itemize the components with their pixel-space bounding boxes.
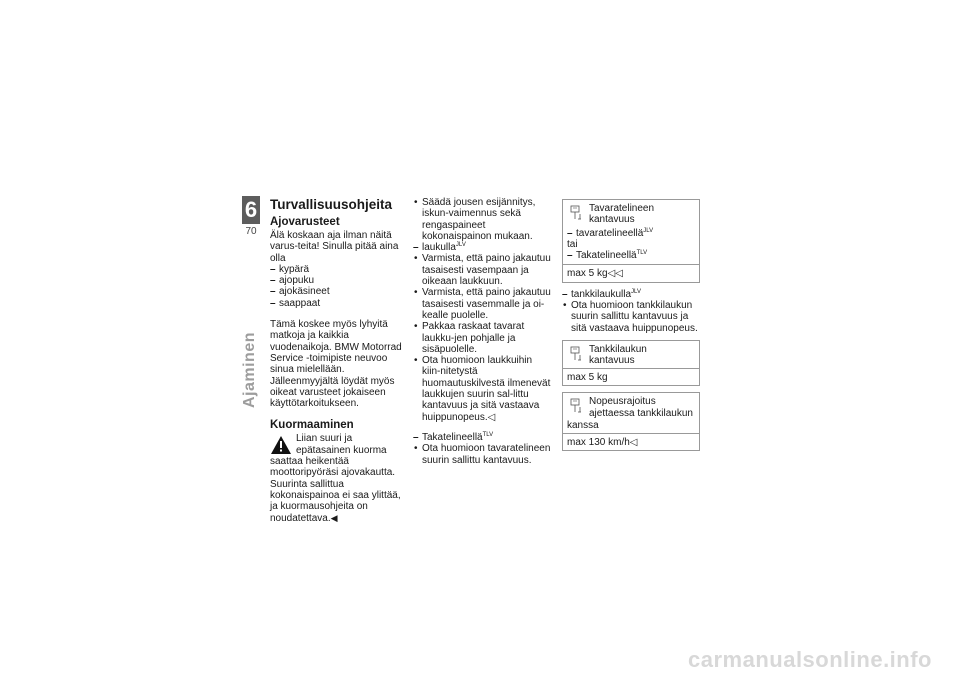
gear-item: – kypärä: [270, 264, 408, 275]
list-item: [413, 355, 553, 423]
box-title-continued: kanssa: [567, 419, 599, 431]
variant-code: JLV: [631, 288, 641, 295]
list-item: • Ota huomioon tavaratelineen suurin sallittu kantavuus.: [413, 443, 553, 466]
variant-item: [413, 432, 553, 443]
box-title: Nopeusrajoitus ajettaessa tankkilaukun: [589, 396, 693, 419]
watermark: carmanualsonline.info: [688, 647, 932, 672]
variant-label: tavaratelineellä: [576, 227, 644, 239]
warning-triangle-icon: [270, 435, 292, 455]
section-title: Turvallisuusohjeita: [270, 197, 393, 212]
weight-icon: [570, 205, 582, 221]
box-title: Tankkilaukun kantavuus: [589, 343, 647, 367]
chapter-side-label-text: Ajaminen: [241, 331, 258, 409]
chapter-number: 6: [242, 196, 260, 224]
or-text: tai: [567, 238, 578, 250]
box-value: max 5 kg: [563, 368, 699, 385]
list-item: • Varmista, että paino jakautuu tasaisesti vasempaan ja oikeaan laukkuun.: [413, 253, 553, 287]
list-item-text: Ota huomioon laukkuihin kiin-nitetystä huomautuskilvestä ilmenevät laukkujen suurin sal-littu kantavuus ja sitä vastaava huippunopeus.: [422, 355, 551, 423]
variant-label: Takatelineellä: [422, 431, 483, 443]
box-value: max 130 km/h◁: [563, 433, 699, 450]
variant-code: JLV: [455, 242, 466, 249]
variant-code: TLV: [636, 250, 648, 257]
heading-loading: Kuormaaminen: [270, 419, 354, 432]
variant-code: TLV: [482, 431, 494, 438]
heading-riding-gear: Ajovarusteet: [270, 216, 340, 228]
tank-bag-capacity-box: [562, 340, 700, 386]
end-marker: ◁: [487, 411, 496, 423]
variant-item: [562, 289, 700, 300]
column-1: [270, 197, 408, 524]
speed-limit-box: [562, 392, 700, 451]
loading-warning: [270, 433, 408, 523]
box-title: Tavaratelineen kantavuus: [589, 203, 655, 226]
variant-item: [413, 242, 553, 253]
gear-item: – ajokäsineet: [270, 286, 408, 297]
box-value: max 5 kg◁◁: [563, 264, 699, 281]
gear-item: – ajopuku: [270, 275, 408, 286]
warning-text: Liian suuri ja epätasainen kuorma saattaa heikentää moottoripyöräsi ajovakautta. Suurinta sallittua kokonaispainoa ei saa ylittää, ja kuormausohjeita on noudatettava.: [270, 433, 401, 524]
end-marker: ◀: [330, 512, 338, 523]
variant-item: [567, 250, 695, 261]
list-item: • Säädä jousen esijännitys, iskun-vaimennus sekä rengaspaineet kokonaispainon mukaan.: [413, 197, 553, 242]
column-3: [562, 197, 700, 457]
list-item: • Varmista, että paino jakautuu tasaisesti vasemmalle ja oi-kealle puolelle.: [413, 287, 553, 321]
riding-gear-note: Tämä koskee myös lyhyitä matkoja ja kaikkia vuodenaikoja. BMW Motorrad Service -toimipiste neuvoo sinua mielellään. Jälleenmyyjältä löydät myös oikeat varusteet jokaiseen käyttötarkoitukseen.: [270, 319, 402, 410]
list-item: • Pakkaa raskaat tavarat laukku-jen pohjalle ja sisäpuolelle.: [413, 321, 553, 355]
chapter-side-label: [237, 330, 263, 410]
variant-code: JLV: [643, 227, 654, 234]
speed-limit-icon: [570, 398, 582, 414]
column-2: [413, 197, 553, 466]
page-number: 70: [245, 226, 257, 237]
variant-label: laukulla: [422, 242, 456, 254]
list-item: • Ota huomioon tankkilaukun suurin sallittu kantavuus ja sitä vastaava huippunopeus.: [562, 300, 700, 334]
variant-label: Takatelineellä: [576, 250, 637, 262]
weight-icon: [570, 346, 582, 362]
riding-gear-intro: Älä koskaan aja ilman näitä varus-teita! Sinulla pitää aina olla: [270, 230, 399, 264]
luggage-rack-capacity-box: [562, 199, 700, 283]
gear-item: – saappaat: [270, 298, 408, 309]
variant-item: [567, 228, 695, 239]
variant-label: tankkilaukulla: [571, 288, 632, 300]
